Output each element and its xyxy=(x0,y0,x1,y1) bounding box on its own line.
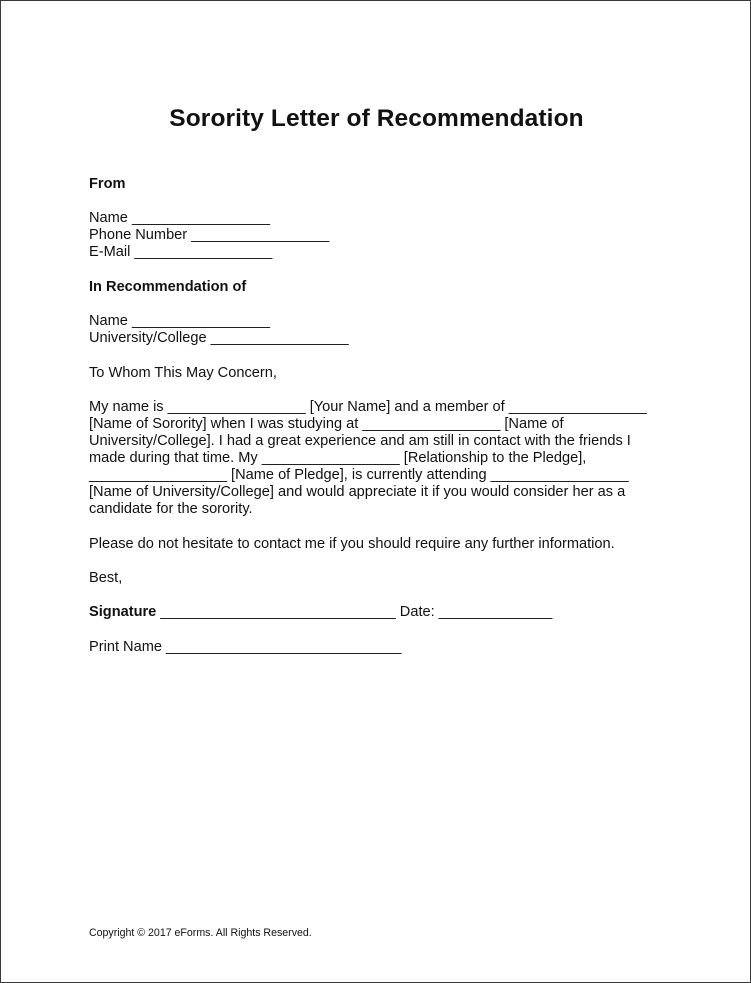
closing-paragraph: Please do not hesitate to contact me if you should require any further information. xyxy=(89,536,615,552)
signature-line: _____________________________ xyxy=(156,604,400,620)
recommendation-university-field: University/College _________________ xyxy=(89,330,349,346)
salutation: To Whom This May Concern, xyxy=(89,365,277,381)
date-label: Date: xyxy=(399,604,435,620)
date-line: ______________ xyxy=(434,604,553,620)
from-email-field: E-Mail _________________ xyxy=(89,244,273,260)
document-title: Sorority Letter of Recommendation xyxy=(169,105,584,132)
copyright-footer: Copyright © 2017 eForms. All Rights Reserved. xyxy=(89,927,312,939)
body-line: University/College]. I had a great experience and am still in contact with the friends I xyxy=(89,433,631,449)
from-heading: From xyxy=(89,176,126,192)
print-name-line: _____________________________ xyxy=(162,639,402,655)
body-line: [Name of University/College] and would appreciate it if you would consider her as a xyxy=(89,484,626,500)
body-line: _________________ [Name of Pledge], is currently attending _________________ xyxy=(89,467,629,483)
from-phone-field: Phone Number _________________ xyxy=(89,227,330,243)
body-line: [Name of Sorority] when I was studying at _________________ [Name of xyxy=(89,416,564,432)
signature-label: Signature xyxy=(89,604,157,620)
from-name-field: Name _________________ xyxy=(89,210,270,226)
recommendation-heading: In Recommendation of xyxy=(89,279,247,295)
body-line: made during that time. My _________________ [Relationship to the Pledge], xyxy=(89,450,587,466)
print-name-label: Print Name xyxy=(89,639,162,655)
body-line: My name is _________________ [Your Name] and a member of _________________ xyxy=(89,399,647,415)
recommendation-name-field: Name _________________ xyxy=(89,313,270,329)
body-line: candidate for the sorority. xyxy=(89,501,253,517)
closing: Best, xyxy=(89,570,123,586)
print-name-row xyxy=(89,639,401,656)
signature-row xyxy=(89,604,552,621)
